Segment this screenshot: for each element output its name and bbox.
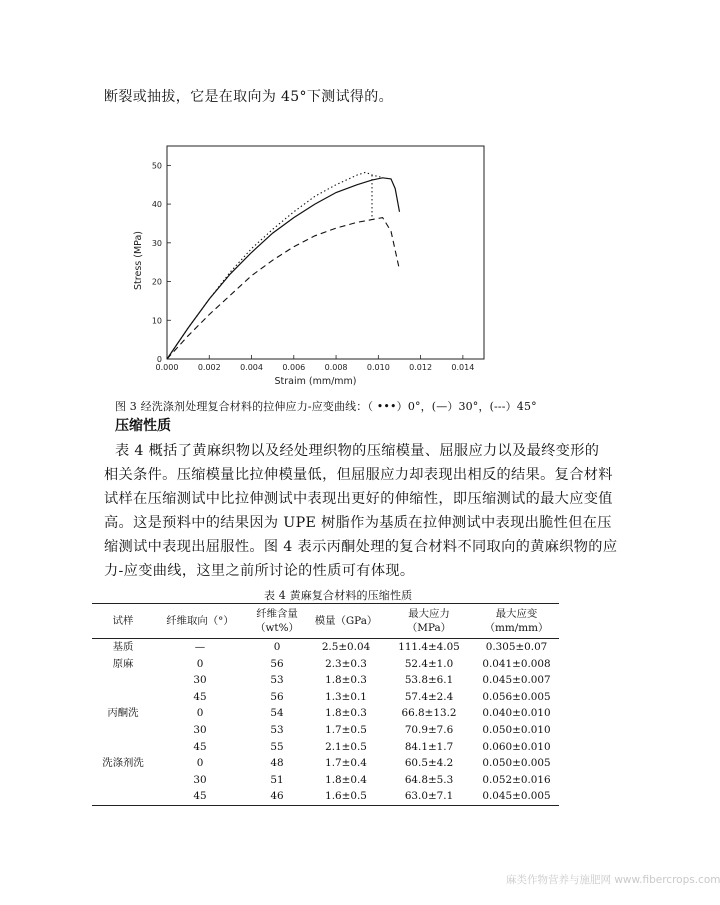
table-cell-strain: 0.050±0.005	[482, 757, 551, 770]
table-caption: 表 4 黄麻复合材料的压缩性质	[264, 589, 413, 602]
table-cell-modulus: 1.8±0.3	[325, 674, 367, 687]
section-heading: 压缩性质	[115, 418, 171, 434]
table-cell-modulus: 1.7±0.5	[325, 723, 367, 736]
chart-series	[167, 172, 400, 359]
table-cell-stress: 70.9±7.6	[404, 723, 454, 736]
col-max-strain: 最大应变 （mm/mm）	[474, 604, 559, 639]
table-cell-orientation: 45	[193, 690, 207, 703]
table-cell-strain: 0.305±0.07	[485, 641, 548, 653]
table-cell-sample	[92, 772, 154, 789]
table-row	[92, 755, 559, 772]
table-row	[92, 689, 559, 706]
table-cell-orientation: 30	[193, 723, 207, 736]
table-cell-modulus: 2.5±0.04	[321, 641, 371, 653]
table-cell-strain: 0.041±0.008	[482, 657, 551, 670]
y-tick-label: 50	[151, 161, 162, 171]
table-cell-strain: 0.052±0.016	[482, 773, 551, 786]
table-cell-stress: 64.8±5.3	[404, 773, 454, 786]
table-cell-orientation: 30	[193, 773, 207, 786]
table-cell-orientation: —	[194, 641, 206, 653]
paragraph-line: 表 4 概括了黄麻织物以及经处理织物的压缩模量、屈服应力以及最终变形的	[115, 443, 600, 459]
intro-paragraph: 断裂或抽拔，它是在取向为 45°下测试得的。	[104, 89, 393, 105]
table-cell-sample: 洗涤剂洗	[102, 757, 144, 770]
table-cell-sample	[92, 739, 154, 756]
table-cell-sample	[92, 672, 154, 689]
y-tick-label: 10	[151, 316, 162, 326]
paragraph-line: 高。这是预料中的结果因为 UPE 树脂作为基质在拉伸测试中表现出脆性但在压	[104, 515, 612, 531]
site-watermark: 麻类作物营养与施肥网 www.fibercrops.com	[506, 874, 720, 886]
table-cell-orientation: 45	[193, 740, 207, 753]
table-cell-orientation: 45	[154, 788, 246, 805]
table-cell-content: 54	[270, 707, 284, 720]
table-cell-sample	[92, 689, 154, 706]
table-cell-strain: 0.045±0.007	[482, 674, 551, 687]
table-row	[92, 656, 559, 673]
col-max-stress: 最大应力 （MPa）	[384, 604, 474, 639]
table-cell-content: 56	[270, 690, 284, 703]
x-tick-label: 0.008	[324, 363, 348, 372]
series-line-dashed	[167, 218, 400, 359]
table-cell-sample	[92, 722, 154, 739]
table-row	[92, 772, 559, 789]
col-sample: 试样	[92, 604, 154, 639]
y-tick-label: 30	[151, 238, 162, 248]
plot-border	[167, 146, 484, 359]
table-cell-content: 48	[270, 757, 284, 770]
table-cell-strain: 0.060±0.010	[482, 740, 551, 753]
col-orientation: 纤维取向（°）	[154, 604, 246, 639]
table-cell-stress: 111.4±4.05	[398, 641, 460, 653]
series-line-solid	[167, 178, 400, 359]
stress-strain-chart	[120, 135, 500, 395]
col-fiber-content: 纤维含量 （wt%）	[246, 604, 308, 639]
paragraph-line: 试样在压缩测试中比拉伸测试中表现出更好的伸缩性，即压缩测试的最大应变值	[104, 491, 613, 507]
table-cell-orientation: 0	[196, 657, 204, 670]
col-modulus: 模量（GPa）	[308, 604, 384, 639]
table-cell-stress: 84.1±1.7	[404, 740, 454, 753]
table-row	[92, 639, 559, 656]
table-cell-sample	[92, 788, 154, 805]
table-cell-content: 46	[246, 788, 308, 805]
series-line-dotted	[167, 172, 380, 359]
table-cell-strain: 0.056±0.005	[482, 690, 551, 703]
table-cell-orientation: 0	[196, 707, 204, 720]
figure-caption: 图 3 经洗涤剂处理复合材料的拉伸应力-应变曲线：（ •••）0°，(—）30°，(---）45°	[115, 400, 537, 413]
table-cell-orientation: 30	[193, 674, 207, 687]
table-cell-stress: 53.8±6.1	[404, 674, 454, 687]
table-cell-modulus: 1.8±0.3	[325, 707, 367, 720]
table-cell-stress: 57.4±2.4	[404, 690, 454, 703]
x-tick-label: 0.006	[282, 363, 306, 372]
table-cell-sample: 原麻	[112, 657, 134, 670]
table-cell-strain: 0.045±0.005	[474, 788, 559, 805]
x-tick-label: 0.010	[366, 363, 390, 372]
table-row	[92, 722, 559, 739]
paragraph-line: 缩测试中表现出屈服性。图 4 表示丙酮处理的复合材料不同取向的黄麻织物的应	[104, 539, 618, 555]
y-tick-label: 40	[151, 200, 162, 210]
x-tick-label: 0.004	[240, 363, 263, 372]
table-cell-content: 56	[270, 657, 284, 670]
y-tick-label: 0	[156, 355, 162, 364]
x-tick-label: 0.014	[451, 363, 475, 372]
chart-ticks	[152, 161, 475, 372]
x-tick-label: 0.012	[409, 363, 433, 372]
x-axis-label: Straim (mm/mm)	[274, 376, 357, 387]
table-row	[92, 788, 559, 805]
paragraph-line: 力-应变曲线，这里之前所讨论的性质可有体现。	[104, 563, 415, 579]
table-cell-modulus: 1.7±0.4	[325, 757, 367, 770]
chart-frame	[167, 146, 484, 359]
table-row	[92, 739, 559, 756]
table-cell-sample: 丙酮洗	[107, 707, 139, 720]
table-cell-content: 55	[270, 740, 284, 753]
table-cell-stress: 60.5±4.2	[404, 757, 454, 770]
table-cell-modulus: 2.3±0.3	[325, 657, 367, 670]
compression-properties-table	[92, 603, 559, 806]
table-cell-sample: 基质	[112, 641, 134, 653]
y-tick-label: 20	[151, 277, 162, 287]
table-cell-content: 0	[273, 641, 281, 653]
table-cell-stress: 63.0±7.1	[384, 788, 474, 805]
table-row	[92, 672, 559, 689]
table-cell-strain: 0.050±0.010	[482, 723, 551, 736]
table-cell-content: 53	[270, 674, 284, 687]
table-header-row	[92, 604, 559, 639]
table-cell-modulus: 1.3±0.1	[325, 690, 367, 703]
y-axis-label: Stress (MPa)	[133, 231, 144, 290]
table-cell-modulus: 1.6±0.5	[308, 788, 384, 805]
table-cell-modulus: 2.1±0.5	[325, 740, 367, 753]
table-cell-orientation: 0	[196, 757, 204, 770]
x-tick-label: 0.002	[197, 363, 221, 372]
x-tick-label: 0.000	[155, 363, 179, 372]
table-cell-modulus: 1.8±0.4	[325, 773, 367, 786]
paragraph-line: 相关条件。压缩模量比拉伸模量低，但屈服应力却表现出相反的结果。复合材料	[104, 467, 613, 483]
table-cell-stress: 66.8±13.2	[401, 707, 457, 720]
table-cell-stress: 52.4±1.0	[404, 657, 454, 670]
table-cell-content: 53	[270, 723, 284, 736]
table-cell-strain: 0.040±0.010	[482, 707, 551, 720]
table-cell-content: 51	[270, 773, 284, 786]
table-row	[92, 705, 559, 722]
